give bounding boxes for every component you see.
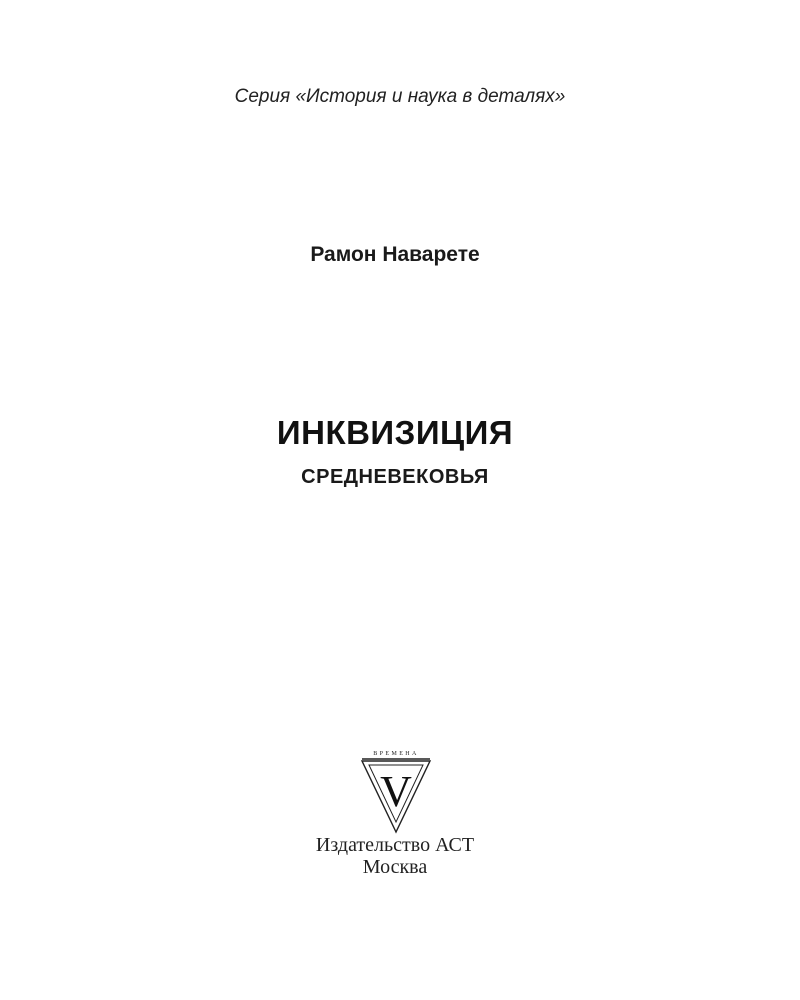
series-title: Серия «История и наука в деталях» <box>234 86 566 107</box>
book-title: ИНКВИЗИЦИЯ <box>276 414 514 451</box>
publisher-name: Издательство АСТ <box>315 834 475 856</box>
author-name: Рамон Наварете <box>310 243 480 266</box>
logo-letter: V <box>380 767 412 816</box>
publisher-city: Москва <box>362 856 428 878</box>
logo-caption: ВРЕМЕНА <box>373 751 419 757</box>
publisher-logo-icon <box>358 748 434 834</box>
book-subtitle: СРЕДНЕВЕКОВЬЯ <box>301 466 489 488</box>
publisher-block <box>0 834 790 878</box>
